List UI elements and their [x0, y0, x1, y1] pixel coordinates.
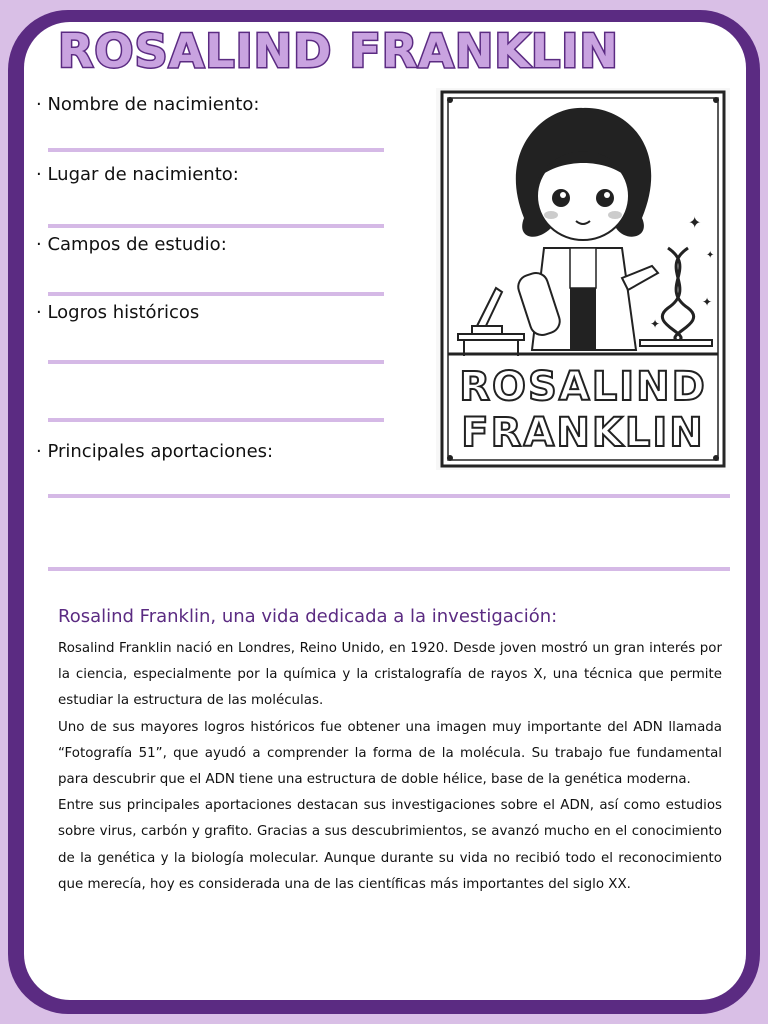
field-label-contributions: · Principales aportaciones: — [36, 441, 274, 462]
answer-line-achievements-1[interactable] — [48, 360, 384, 364]
bio-text — [58, 636, 722, 898]
svg-text:✦: ✦ — [706, 250, 715, 261]
portrait-illustration — [436, 88, 730, 470]
answer-line-contributions-1[interactable] — [48, 494, 730, 498]
field-label-fields-of-study: · Campos de estudio: — [36, 234, 227, 255]
page-title: ROSALIND FRANKLIN — [58, 24, 619, 78]
poster-name-line2: FRANKLIN — [461, 410, 705, 456]
field-label-birth-name: · Nombre de nacimiento: — [36, 94, 260, 115]
svg-text:✦: ✦ — [688, 213, 702, 232]
portrait-poster — [436, 88, 730, 470]
bio-heading: Rosalind Franklin, una vida dedicada a la investigación: — [58, 606, 558, 627]
field-label-birth-place: · Lugar de nacimiento: — [36, 164, 239, 185]
bio-paragraph: Entre sus principales aportaciones destacan sus investigaciones sobre el ADN, así como estudios sobre virus, carbón y grafito. Gracias a sus descubrimientos, se avanzó mucho en el conocimiento de la genética y la biología molecular. Aunque durante su vida no recibió todo el reconocimiento que merecía, hoy es considerada una de las científicas más importantes del siglo XX. — [58, 798, 722, 892]
answer-line-achievements-2[interactable] — [48, 418, 384, 422]
bio-paragraph: Uno de sus mayores logros históricos fue obtener una imagen muy importante del ADN llamada “Fotografía 51”, que ayudó a comprender la forma de la molécula. Su trabajo fue fundamental para descubrir que el ADN tiene una estructura de doble hélice, base de la genética moderna. — [58, 719, 722, 788]
poster-name-line1: ROSALIND — [459, 364, 707, 410]
answer-line-birth-place[interactable] — [48, 224, 384, 228]
answer-line-contributions-2[interactable] — [48, 567, 730, 571]
answer-line-birth-name[interactable] — [48, 148, 384, 152]
svg-text:✦: ✦ — [702, 295, 713, 309]
svg-text:✦: ✦ — [650, 317, 661, 331]
field-label-achievements: · Logros históricos — [36, 302, 200, 323]
answer-line-fields-of-study[interactable] — [48, 292, 384, 296]
bio-paragraph: Rosalind Franklin nació en Londres, Reino Unido, en 1920. Desde joven mostró un gran interés por la ciencia, especialmente por la química y la cristalografía de rayos X, una técnica que permite estudiar la estructura de las moléculas. — [58, 641, 722, 709]
